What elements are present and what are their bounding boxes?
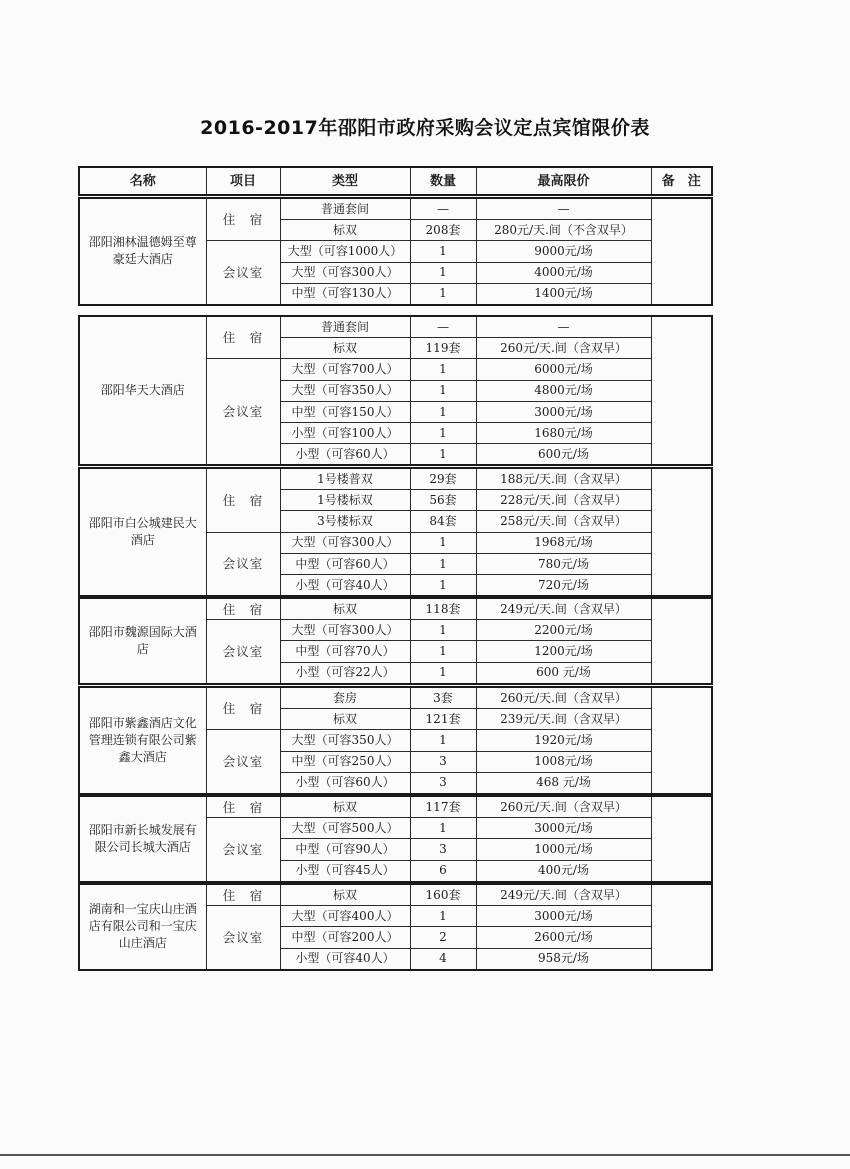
header-type: 类型 [280, 167, 410, 195]
page-title: 2016-2017年邵阳市政府采购会议定点宾馆限价表 [200, 117, 650, 139]
item-category: 住 宿 [206, 598, 280, 620]
room-type: 大型（可容1000人） [280, 241, 410, 262]
hotel-block [78, 883, 713, 971]
hotel-name: 邵阳市白公城建民大酒店 [79, 468, 206, 596]
max-price: 3000元/场 [476, 401, 651, 422]
header-price: 最高限价 [476, 167, 651, 195]
max-price: — [476, 198, 651, 220]
quantity: 1 [410, 730, 476, 751]
table-row [79, 468, 712, 490]
quantity: 1 [410, 620, 476, 641]
quantity: 1 [410, 906, 476, 927]
header-qty: 数量 [410, 167, 476, 195]
room-type: 标双 [280, 796, 410, 818]
quantity: 1 [410, 380, 476, 401]
quantity: 1 [410, 662, 476, 684]
item-category: 会议室 [206, 818, 280, 882]
max-price: 228元/天.间（含双早） [476, 490, 651, 511]
item-category: 住 宿 [206, 687, 280, 730]
room-type: 大型（可容300人） [280, 532, 410, 553]
room-type: 小型（可容60人） [280, 772, 410, 794]
max-price: 600 元/场 [476, 662, 651, 684]
item-category: 住 宿 [206, 796, 280, 818]
room-type: 套房 [280, 687, 410, 709]
quantity: 117套 [410, 796, 476, 818]
room-type: 大型（可容350人） [280, 730, 410, 751]
quantity: 3套 [410, 687, 476, 709]
item-category: 住 宿 [206, 316, 280, 359]
max-price: 1680元/场 [476, 423, 651, 444]
quantity: 119套 [410, 338, 476, 359]
hotel-name: 邵阳市魏源国际大酒店 [79, 598, 206, 684]
hotel-name: 邵阳华天大酒店 [79, 316, 206, 465]
item-category: 会议室 [206, 620, 280, 684]
hotel-name: 邵阳市紫鑫酒店文化管理连锁有限公司紫鑫大酒店 [79, 687, 206, 794]
max-price: 249元/天.间（含双早） [476, 884, 651, 906]
quantity: 208套 [410, 220, 476, 241]
room-type: 大型（可容700人） [280, 359, 410, 380]
room-type: 中型（可容250人） [280, 751, 410, 772]
quantity: 29套 [410, 468, 476, 490]
note-cell [651, 687, 712, 794]
note-cell [651, 884, 712, 970]
room-type: 小型（可容40人） [280, 575, 410, 597]
note-cell [651, 198, 712, 305]
room-type: 小型（可容22人） [280, 662, 410, 684]
header-name: 名称 [79, 167, 206, 195]
max-price: 1000元/场 [476, 839, 651, 860]
table-row [79, 884, 712, 906]
hotel-block [78, 686, 713, 795]
quantity: 84套 [410, 511, 476, 532]
table-row [79, 687, 712, 709]
table-row [79, 316, 712, 338]
item-category: 会议室 [206, 730, 280, 794]
item-category: 会议室 [206, 241, 280, 305]
room-type: 小型（可容60人） [280, 444, 410, 466]
hotel-block [78, 795, 713, 883]
max-price: 4800元/场 [476, 380, 651, 401]
hotel-name: 邵阳市新长城发展有限公司长城大酒店 [79, 796, 206, 882]
quantity: 1 [410, 641, 476, 662]
room-type: 1号楼标双 [280, 490, 410, 511]
quantity: 56套 [410, 490, 476, 511]
item-category: 住 宿 [206, 884, 280, 906]
note-cell [651, 316, 712, 465]
max-price: 4000元/场 [476, 262, 651, 283]
quantity: 3 [410, 751, 476, 772]
quantity: — [410, 198, 476, 220]
quantity: 6 [410, 860, 476, 882]
max-price: 958元/场 [476, 948, 651, 970]
hotel-block [78, 467, 713, 597]
max-price: 468 元/场 [476, 772, 651, 794]
max-price: 1968元/场 [476, 532, 651, 553]
room-type: 小型（可容40人） [280, 948, 410, 970]
quantity: 3 [410, 839, 476, 860]
room-type: 大型（可容400人） [280, 906, 410, 927]
quantity: 2 [410, 927, 476, 948]
quantity: 1 [410, 262, 476, 283]
note-cell [651, 796, 712, 882]
max-price: 280元/天.间（不含双早） [476, 220, 651, 241]
max-price: 9000元/场 [476, 241, 651, 262]
quantity: 1 [410, 359, 476, 380]
quantity: 121套 [410, 709, 476, 730]
max-price: 258元/天.间（含双早） [476, 511, 651, 532]
room-type: 普通套间 [280, 316, 410, 338]
hotel-name: 湖南和一宝庆山庄酒店有限公司和一宝庆山庄酒店 [79, 884, 206, 970]
max-price: 2200元/场 [476, 620, 651, 641]
note-cell [651, 468, 712, 596]
max-price: 260元/天.间（含双早） [476, 338, 651, 359]
hotel-block [78, 197, 713, 306]
room-type: 中型（可容90人） [280, 839, 410, 860]
item-category: 会议室 [206, 532, 280, 596]
room-type: 标双 [280, 598, 410, 620]
quantity: 4 [410, 948, 476, 970]
room-type: 标双 [280, 709, 410, 730]
room-type: 标双 [280, 220, 410, 241]
room-type: 标双 [280, 338, 410, 359]
quantity: 1 [410, 241, 476, 262]
max-price: 239元/天.间（含双早） [476, 709, 651, 730]
note-cell [651, 598, 712, 684]
room-type: 普通套间 [280, 198, 410, 220]
header-row [79, 167, 712, 195]
hotel-name: 邵阳湘林温德姆至尊豪廷大酒店 [79, 198, 206, 305]
quantity: 1 [410, 818, 476, 839]
room-type: 3号楼标双 [280, 511, 410, 532]
hotel-block [78, 597, 713, 685]
max-price: 3000元/场 [476, 906, 651, 927]
max-price: 188元/天.间（含双早） [476, 468, 651, 490]
room-type: 大型（可容300人） [280, 262, 410, 283]
max-price: 780元/场 [476, 553, 651, 574]
quantity: 118套 [410, 598, 476, 620]
room-type: 大型（可容300人） [280, 620, 410, 641]
max-price: 249元/天.间（含双早） [476, 598, 651, 620]
max-price: 2600元/场 [476, 927, 651, 948]
item-category: 会议室 [206, 359, 280, 466]
max-price: 260元/天.间（含双早） [476, 687, 651, 709]
quantity: 1 [410, 444, 476, 466]
table-row [79, 796, 712, 818]
header-table [78, 166, 713, 196]
header-note: 备 注 [651, 167, 712, 195]
quantity: — [410, 316, 476, 338]
quantity: 1 [410, 423, 476, 444]
quantity: 1 [410, 532, 476, 553]
room-type: 中型（可容130人） [280, 283, 410, 305]
room-type: 中型（可容150人） [280, 401, 410, 422]
max-price: 1200元/场 [476, 641, 651, 662]
item-category: 会议室 [206, 906, 280, 970]
max-price: 1920元/场 [476, 730, 651, 751]
max-price: 1008元/场 [476, 751, 651, 772]
quantity: 1 [410, 553, 476, 574]
max-price: 1400元/场 [476, 283, 651, 305]
quantity: 3 [410, 772, 476, 794]
room-type: 小型（可容45人） [280, 860, 410, 882]
room-type: 中型（可容70人） [280, 641, 410, 662]
max-price: 600元/场 [476, 444, 651, 466]
room-type: 标双 [280, 884, 410, 906]
quantity: 1 [410, 283, 476, 305]
scan-edge-line [0, 1154, 850, 1156]
quantity: 160套 [410, 884, 476, 906]
max-price: — [476, 316, 651, 338]
max-price: 720元/场 [476, 575, 651, 597]
item-category: 住 宿 [206, 198, 280, 241]
hotel-block [78, 315, 713, 466]
max-price: 400元/场 [476, 860, 651, 882]
max-price: 260元/天.间（含双早） [476, 796, 651, 818]
room-type: 中型（可容60人） [280, 553, 410, 574]
table-row [79, 198, 712, 220]
room-type: 小型（可容100人） [280, 423, 410, 444]
quantity: 1 [410, 401, 476, 422]
quantity: 1 [410, 575, 476, 597]
room-type: 大型（可容350人） [280, 380, 410, 401]
header-item: 项目 [206, 167, 280, 195]
room-type: 大型（可容500人） [280, 818, 410, 839]
max-price: 3000元/场 [476, 818, 651, 839]
item-category: 住 宿 [206, 468, 280, 532]
max-price: 6000元/场 [476, 359, 651, 380]
table-row [79, 598, 712, 620]
room-type: 中型（可容200人） [280, 927, 410, 948]
room-type: 1号楼普双 [280, 468, 410, 490]
